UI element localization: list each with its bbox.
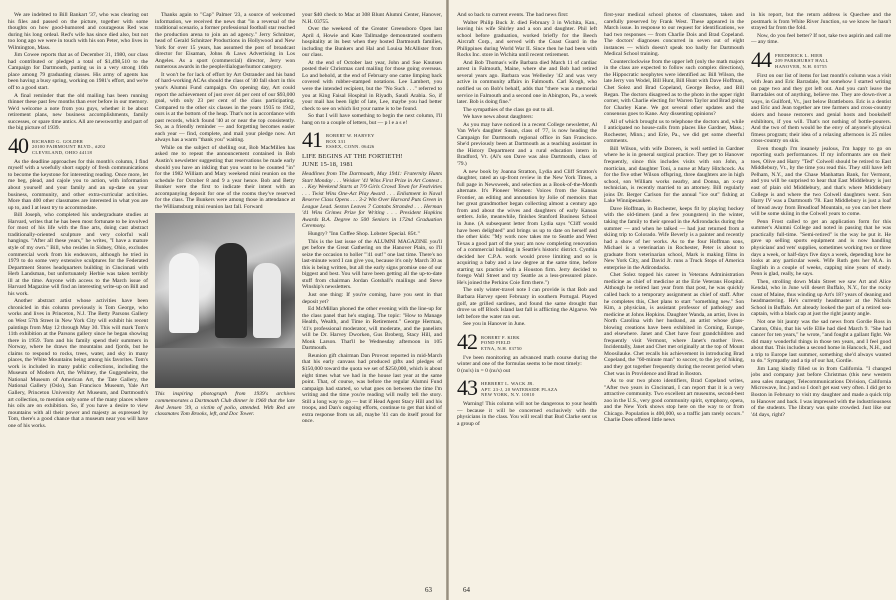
- paragraph: Ed McMillan phoned the other evening with the line-up for the class panel that he's staging. The topic: "How to Manage Health, Wealth, and Time in Retirement." George Herman, '41's professional moderator, will moderate, and the panelists will be Dr. Harvey Dworken, Gus Broberg, Stacy Hill, and Monk Larson. That'll be Wednesday afternoon in 105 Dartmouth.: [302, 306, 442, 352]
- page-number: 64: [463, 586, 470, 594]
- paragraph: Warning! This column will not be dangerous to your health — because it will be concerned exclusively with the physicians in the class. You will recall that Bud Clarke sent us a group of: [457, 401, 597, 427]
- paragraph: Chet Solez topped his career in Veterans Administration medicine as chief of medicine at the Erie Veterans Hospital. Although he retired last year from that post, he was quickly called back to a temporary assignment as chief of staff. After he completes this, Chet plans to start "something new." Son Kim, a physician, is assistant professor of pathology and medicine at Johns Hopkins. Daughter Wanda, an artist, lives in North Carolina with her husband, an artist whose glass-blowing creations have been exhibited in Corning, Europe, and elsewhere. Janet and Chet have four grandchildren and frequently visit Vermont, where Janet's mother lives. Incidentally, Janet and Chet met originally at the top of Mount Moosilauke. Chet recalls his achievement in introducing Brad Copeland, the "60-minute man" to soccer, to the joy of hiking, and they got together frequently during the recent period when Chet was in Providence and Brad in Boston.: [604, 272, 744, 377]
- paragraph: Another abstract artist whose activities have been chronicled in this column previously is Tom George, who works and lives in Princeton, N.J. The Betty Parsons Gallery on West 57th Street in New York City will exhibit his recent paintings from May 12 through May 30. This will mark Tom's 11th exhibition at the Parsons gallery since he began showing there in 1959. Tom and his family spend their summers in Norway, where he draws the mountains and fjords, but he claims to respond to rocks, trees, water, and sky in many places, the White Mountains being among his favorites. Tom's work is included in many public collections, including the Museum of Modern Art, the Whitney, the Guggenheim, the National Museum of American Art, the Tate Gallery, the National Gallery (Oslo), San Francisco Museum, Yale Art Gallery, Princeton University Art Museum, and Dartmouth's art collection, to mention only some of the many places where his oils are on exhibition. So, if you have a desire to view mountains with all their power and majesty as expressed by Tom, there's a good chance that a museum near you will have one of his works.: [8, 298, 148, 429]
- paragraph: Jim Cowee reports that as of December 31, 1980, our class had contributed or pledged a total of $1,498,510 to the Campaign for Dartmouth, putting us in a very strong 16th place among 79 graduating classes. His army of agents has been having a busy spring, working on 1981's effort, and we're off to a good start.: [8, 52, 148, 92]
- paragraph: This is the last issue of the ALUMNI MAGAZINE you'll get before the Great Gathering on the Hanover Plain, so I'll seize the occasion to holler "'41 out!" one last time. There's no last-minute word I can give you, because it's only March 30 as this is being written, but all the early signs promise one of our biggest and best. You will have been getting all the up-to-date stuff from chairman Jordan Gotshall's mailings and Steve Winship's newsletters.: [302, 238, 442, 291]
- paragraph: first-year medical school photos of classmates, taken and carefully preserved by Frank West. These appeared in the March issue. In response to our request for identifications, we had two responses — from Charlie Dois and Brad Copeland. The doctors' diagnoses concurred in seven out of eight instances — which doesn't speak too badly for Dartmouth Medical School training.: [604, 12, 744, 58]
- paragraph: Walter Philip Buck Jr. died February 3 in Wichita, Kan., leaving his wife Shirley and a son and daughter. Phil left school before graduation, worked briefly for the Beech Aircraft Corp., and served with the Coast Guard in the Philippines during World War II. Since then he had been with Rocks Inc. store in Wichita until recent retirement.: [457, 19, 597, 59]
- left-column-3: [302, 12, 442, 582]
- paragraph: Over the weekend of the Greater Greensboro Open last April 4, Howie and Kate Tallmadge demonstrated southern hospitality at its best when they hosted Dartmouth families, including the Bunkers and Hal and Louisa McAllister from our class.: [302, 26, 442, 59]
- paragraph: Thanks again to "Cap" Palmer '23, a source of welcomed information, we received the news that "in a reversal of the traditional scenario, a former professional football star reached the production arena to join an ad agency." Jerry Schnitzer, head of Gerald Schnitzer Productions in Hollywood and New York for over 15 years, has assumed the post of broadcast director for Eisaman, Johns & Laws Advertising in Los Angeles. As a sport (commercial) director, Jerry won numerous awards in the people/dialogue/humor category.: [155, 12, 295, 71]
- paragraph: Even though I'm insanely jealous, I'm happy to go on reporting such performances. If my informants are on their toes, Olive and Harry "Ted" Colwell should be retired to East Middlebury, Vt., by the time you read this. They still have left Pelham, N.Y., and the Chase Manhattan Bank, for Vermont, and you will be surprised to hear that East Middlebury is just east of plain old Middlebury, and that's where Middlebury College is and where the two Colwell daughters went. Son Harry IV was a Dartmouth '78. East Middlebury is just a loaf of bread away from Breadloaf Mountain, so you can bet there will be some skiing in the Colwell years to come.: [751, 145, 891, 218]
- paragraph: Dave Hoffman, in Rochester, keeps fit by playing hockey with the old-timers (and a few youngsters) in the winter, taking the family to their spread in the Adirondacks during the summer — and when he talked — had just returned from a skiing trip to Colorado. Wife Beverly is a painter and recently had a show of her works. As to the four Hoffman sons, Michael is a veterinarian in Rochester, Peter is about to graduate from veterinarian school, Mark is making films in New York City, and David Jr. runs a Truck Stops of America enterprise in the Adirondacks.: [604, 205, 744, 271]
- class-secretary-address: RICHARD G. GOLDER 20100 FAIRMOUNT BLVD., #202 CLEVELAND, OHIO 44118: [32, 138, 106, 155]
- paragraph: See you in Hanover in June.: [463, 321, 526, 328]
- paragraph: While on the subject of shelling out, Bob MacMillen has asked me to repeat the announcement contained in Bob Austin's newsletter suggesting that reservations be made early should you have an inkling that you want to be counted "in" for the 1982 William and Mary weekend mini reunion on the schedule for October 8 and 9 a year hence. Bob and Betty Bunker were the first to indicate their intent with an accompanying deposit for one of the rooms they've reserved for the class. The Bunkers were among those in attendance at the Williamsburg mini reunion last fall. Forward: [155, 144, 295, 210]
- paragraph: Headlines from The Dartmouth, May 1941: Fraternity Hunts Start Monday . . . Weisker '41 Wins First Prize in Art Contest . . . Key Weekend Starts at 7/9 Girls Crowd Town for Festivities . . . Twist Wins One-Act Play Award . . . Enlistment in Naval Reserve Class Opens . . . 3-2 Win Over Harvard Puts Green in League Lead. Sexton Leaves 7 Cantabs Stranded . . . Herman '41 Wins Grimes Prize for Writing . . . President Hopkins Awards B.A. Degree to 500 Seniors in 172nd Graduation Ceremony.: [302, 171, 442, 230]
- paragraph: Counterclockwise from the upper left (only the math majors in the class are expected to follow such complex directions), the Hippocratic neophytes were identified as: Bill Wilson, the late Jerry von Wodel, Bill Hunt, Bill Hunt with Dave Hoffman, Chet Solez and Brad Copeland, George Becke, and Bill Regan. The doctors disagreed as to the photo in the upper right corner, with Charlie electing for Warren Taylor and Brad going for Charley Kane. We got several other updates and the consensus goes to Kane. Any dissenting opinions?: [604, 58, 744, 118]
- paragraph: Hungry? "Inn Coffee Shop. Lobster Special. 85¢.": [308, 231, 420, 238]
- class-entry-header: [457, 375, 597, 401]
- class-secretary-address: FREDERICK L. HIER 209 PARKHURST HALL HANOVER, N.H. 03755: [775, 52, 829, 69]
- paragraph: We are indebted to Bill Bankart '37, who was clearing out his files and passed on the picture, together with some thoughts on how good-humored and courageous Red was during his long ordeal. Red's wife has since died also, but not too long ago we were in touch with his son Peter, who lives in Wilmington, Mass.: [8, 12, 148, 51]
- left-column-2: [155, 12, 295, 582]
- class-secretary-address: ROBERT F. KIRK POND FIELD ETNA, N.H. 03750: [481, 334, 522, 351]
- paragraph: Reunion gift chairman Dan Provost reported in mid-March that his early canvass had produced gifts and pledges of $150,000 toward the quota we set of $250,000, which is about eight times what we had in the house last year at the same point. That, of course, was before the regular Alumni Fund campaign had started, so what goes on between the time I'm writing and the time you're reading will really tell the story. Still a long way to go — but if Head Agent Stacy Hill and his troops, and Dan's ongoing efforts, continue to get that kind of extra response from us all, maybe '41 can do itself proud for once.: [302, 352, 442, 425]
- paragraph: So that I will have something to begin the next column, I'll hang on to a couple of letters, but — p l e a s e!: [302, 113, 442, 126]
- paragraph: As the deadline approaches for this month's column, I find myself with a woefully short supply of fresh communications to become the keystone for interesting reading. Once more, let me beg, plead, and cajole you to action, with information about yourself and your family and an up-date on your business, community, and other extra-curricular activities. More than 400 other classmates are interested in what you are up to, and I at least try to accommodate.: [8, 158, 148, 211]
- paragraph: Jim Lang kindly filled us in from California. "I changed jobs and company just before Christmas (this new western area sales manager, Telecommunications Division, California Microwave, Inc.) and so I don't get east very often. I did get to Boston in February to visit my daughter and made a quick trip to Hanover and back. I was impressed with the industriousness of the students. The library was quite crowded. Just like our '44 days, right?: [751, 365, 891, 418]
- paragraph: Not one bit jaunty was the sad news from Gordie Ross in Canton, Ohio, that his wife Ellie had died March 9. "She had cancer for ten years," he wrote, "and fought a gallant fight. We did many wonderful things in those ten years, and I feel good about that. This includes a second home in Hancock, N.H., and a trip to Europe last summer, something she'd always wanted to do." Sympathy and a tip of our hat, Gordie.: [751, 318, 891, 365]
- right-column-3: [751, 12, 891, 582]
- photo-figure-left: [169, 253, 199, 333]
- right-page: [449, 0, 896, 600]
- paragraph: First on our list of items for last month's column was a visit with Jean and Eric Barradale, but somehow I started writing on page two and they got left out. And you can't leave the Barradales out of anything, believe me. They are down-river a ways, in Guilford, Vt., just below Brattleboro. Eric is a dentist and Eric and Jean together are tree farmers and cross-country skiers and house restorers and genial hosts and bookshelf exhibitors, if you will. That's not nothing of bottle-pourers. And the two of them would be the envy of anyone's physical fitness program; their idea of a relaxing afternoon is 25 miles cross-country on skis.: [751, 72, 891, 145]
- class-entry-header: [302, 127, 442, 153]
- paragraph: Now, do you feel better? If not, take two aspirin and call me — any time.: [751, 32, 891, 46]
- paragraph: Penn Frost called to get an application form for this summer's Alumni College and noted in passing that he was practically full-time. "Semi-retired" is the way he put it. He gave up selling sports equipment and is now handling physicians' and vets' supplies, sometimes working two or three days a week, or half-days five days a week, depending how he looks at any particular week. Wife Ruth gets her M.A. in English in a couple of weeks, capping nine years of study. Penn is glad, really, he says.: [751, 218, 891, 278]
- class-entry-header: [751, 46, 891, 72]
- class-secretary-address: HERBERT L. WACK JR. APT. 23-J, 20 WATERSIDE PLAZA NEW YORK, N.Y. 10010: [481, 381, 558, 398]
- class-entry-header: [8, 132, 148, 158]
- class-year-number: 43: [457, 375, 477, 401]
- paragraph: Just one thing: If you're coming, have you sent in that deposit yet?: [302, 291, 442, 305]
- archive-photograph: [155, 213, 295, 388]
- class-year-number: 42: [457, 328, 477, 354]
- reunion-headline: LIFE BEGINS AT THE FORTIETH! JUNE 15-18, 1981: [302, 153, 403, 168]
- paragraph: And Bob Thomas's wife Barbara died March 11 of cardiac arrest in Falmouth, Maine, where she and Bob had retired several years ago. Barbara was Wellesley '42 and was very active in community affairs in Falmouth. Carl Krogh, who notified us on Bob's behalf, adds that "there was a memorial service in Falmouth and a second one in Abington, Pa., a week later. Bob is doing fine.": [457, 59, 597, 106]
- photo-caption: This inspiring photograph from 1939's archives commemorates a Dartmouth Club dinner in 1960 that the late Red Jensen '39, a victim of polio, attended. With Red are classmates Tom Brooks, left, and Doc Tower.: [155, 391, 295, 418]
- left-page: [0, 0, 446, 600]
- photo-figure-right: [253, 263, 281, 338]
- right-column-1: [457, 12, 597, 582]
- left-column-1: [8, 12, 148, 582]
- paragraph: As you may have noticed in a recent College newsletter, Al Van Wie's daughter Susan, class of '77, is now heading the Campaign for Dartmouth regional office in San Francisco. She'd previously been at Dartmouth as a teaching assistant in the History Department and a rural education intern in Bradford, Vt. (Al's son Dave was also Dartmouth, class of '79.): [457, 121, 597, 168]
- paragraph: We have news about daughters:: [463, 114, 534, 121]
- paragraph: As to our two photo identifiers, Brad Copeland writes, "After two years in Cincinnati, I can report that it is a very attractive community. Two excellent art museums, second-best zoo in the U.S., very good community spirit, symphony, opera, and the New York shows stop here on the way to or from Chicago. Population is 400,000, so a traffic jam rarely occurs." Charlie Does offered little news: [604, 378, 744, 424]
- paragraph: A final reminder that the old mailing has been running thinner these past few months than ever before in our memory. We'd welcome a note from you guys, whether it be about retirement plans, new business accomplishments, family successes, or spare time antics. All are newsworthy and part of the big picture of 1939.: [8, 92, 148, 132]
- paragraph: The only winter-travel note I can provide is that Bob and Barbara Harvey spent February in southern Portugal. Played golf, ate grilled sardines, and found the same drought that drove us off Block Island last fall is afflicting the Algarve. We left before the water ran out.: [457, 287, 597, 320]
- paragraph: Bill Wilson, with wife Doreen, is well settled in Gardner where he is in general surgical practice. They get to Hanover frequently, since this includes visits with son John, a mortician, and daughter Toni, a nurse at Mary Hitchcock. As for the five other Wilson offspring, three daughters are in high school, son William works nearby, and Donna, an x-ray technician, is recently married to an attorney. Bill regularly joins Dr. Berger Carlson for the annual "ice out" fishing at Lake Winnipesaukee.: [604, 145, 744, 205]
- paragraph: And so back to current events. The bad news first:: [457, 12, 569, 18]
- class-year-number: 44: [751, 46, 771, 72]
- paragraph: All of which brought us to telephone the doctors and, while I anticipated no house-calls from places like Gardner, Mass.; Rochester, Minn.; and Erie, Pa., we did get some cheerful comments.: [604, 118, 744, 145]
- class-year-number: 40: [8, 132, 28, 158]
- right-column-2: [604, 12, 744, 582]
- photo-floor: [155, 348, 295, 388]
- page-number: 63: [425, 586, 432, 594]
- paragraph: Bill Joseph, who completed his undergraduate studies at Harvard, writes that he has been most fortunate to be involved for most of his life with the fine arts, doing cast abstract traditionally-oriented sculpture and very colorful wall hangings. "After all these years," he writes, "I have a mature style of my own." Bill, who resides in Sidney, Ohio, excludes commercial work from his endeavors, although he tried in 1979 to do some very extensive sculptures for the Federated Department Stores headquarters building in Cincinnati with Herb Landsman, but unfortunately Herbie was taken terribly ill at the time. Anyone with access to the March issue of Harvard Magazine will find an interesting write-up on Bill and his work.: [8, 212, 148, 297]
- class-entry-header: [457, 328, 597, 354]
- paragraph: At the end of October last year, John and Sue Knutsen posted their Christmas card mailing for those going overseas. Lo and behold, at the end of February one came limping back covered with rubber-stamped notations. Lee Lambert, you were the intended recipient, but the "No Such . . ." referred to you at King Faisal Hospital in Riyadh, Saudi Arabia. So, if your mail has been light of late, Lee, maybe you had better check to see on which list your name is to be found.: [302, 59, 442, 112]
- paragraph: I've been monitoring an advanced math course during the winter and one of the formulas seems to be most timely: 0 (nu's) in = 0 (nu's) out: [457, 354, 597, 374]
- class-year-number: 41: [302, 127, 322, 153]
- paragraph: It won't be for lack of effort by Art Ostrander and his band of hard-working ACAs should the class of '40 fall short in this year's Alumni Fund campaign. On opening day, Art could report the achievement of just over 44 per cent of our $93,000 goal, with only 23 per cent of the class participating. Compared to the other six classes in the years 1935 to 1942, ours is at the bottom of the heap. That's not in accordance with past records, which found '40 at or near the top consistently. So, as a friendly reminder — and forgetting becomes easier each year — find, complete, and mail your pledge now. Art always has a warm "thank you" waiting.: [155, 71, 295, 144]
- paragraph: The sympathies of the class go out to all.: [463, 106, 554, 113]
- class-secretary-address: ROBERT W. HARVEY BOX 331 ESSEX, CONN. 06426: [326, 133, 375, 150]
- photo-figure-center: [215, 243, 247, 338]
- paragraph: A new book by Joanna Stratton, Lydia and Cliff Stratton's daughter, rated an up-front review in the New York Times, a full page in Newsweek, and selection as a Book-of-the-Month alternate. It's Pioneer Women: Voices from the Kansas Frontier, an editing and annotation by Jolie of memoirs that her great grandmother began collecting almost a century ago from and about the wives and daughters of early Kansas settlers. Jolie, meanwhile, finishes Stanford Business School in June. (A subsequent letter from Lydia says "Cliff would have been delighted" and brings us up to date on herself and the other kids: "My work now takes me to Seattle and West Texas a good part of the year; am now completing renovation of a commercial building in Seattle's historic district. Cynthia decided her C.P.A. work would prove limiting and so is acquiring a baby and a law degree at the same time, before starting tax practice with a Houston firm. Jerry decided to forego Wall Street and try Seattle as a less-pressured place. He's joined the Perkins Coie firm there."): [457, 168, 597, 286]
- paragraph: Then, strolling down Main Street we saw Art and Alice Kendal, who in June will desert Buffalo, N.Y., for the rocky coast of Maine, thus winding up Art's 18? years of deaning and headmastering. He's currently headmaster at the Nichols School in Buffalo. Art already looked the part of a retired sea-captain, with a black cap at just the right jaunty angle.: [751, 278, 891, 318]
- paragraph: in his report, but the return address is Quechee and the postmark is from White River Junction, so we know he hasn't strayed far from the fold.: [751, 12, 891, 32]
- paragraph: your $40 check to Mac at 308 Blunt Alumni Center, Hanover, N.H. 03755.: [302, 12, 442, 25]
